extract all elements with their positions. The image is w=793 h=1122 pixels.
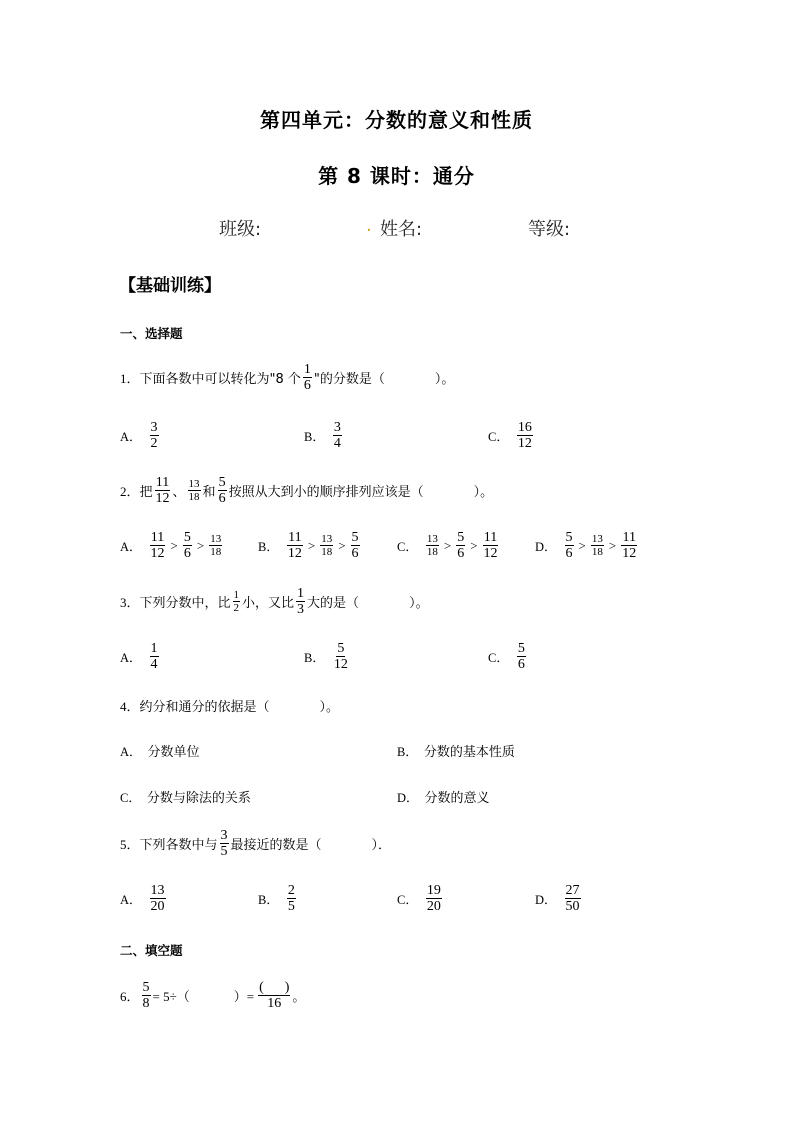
fraction: $\frac{5}{6}$: [351, 530, 359, 561]
fraction: $\frac{11}{12}$: [622, 530, 637, 561]
q3-option-a[interactable]: A． $\frac{1}{4}$: [120, 641, 158, 672]
question-4: 4． 约分和通分的依据是（ ）。: [120, 699, 340, 715]
q-text: 下面各数中可以转化为"8 个: [139, 372, 301, 387]
fraction: $\frac{5}{6}$: [457, 530, 465, 561]
fraction: $\frac{13}{18}$: [591, 533, 603, 558]
question-1: 1． 下面各数中可以转化为"8 个 $\frac{1}{6}$ "的分数是（ ）。: [120, 362, 455, 393]
fraction: $\frac{2}{5}$: [287, 883, 295, 914]
fraction: $\frac{11}{12}$: [483, 530, 498, 561]
question-5: 5． 下列各数中与 $\frac{3}{5}$ 最接近的数是（ ）．: [120, 828, 392, 859]
unit-title: 第四单元：分数的意义和性质: [260, 108, 533, 132]
fraction: $\frac{1}{2}$: [233, 589, 240, 614]
q-text: "的分数是（: [313, 372, 385, 387]
lesson-title: 第 8 课时：通分: [318, 164, 475, 188]
dot-mark: .: [366, 215, 372, 236]
q4-option-d[interactable]: D． 分数的意义: [397, 790, 490, 806]
fraction: $\frac{5}{6}$: [565, 530, 573, 561]
question-3: 3． 下列分数中，比 $\frac{1}{2}$ 小，又比 $\frac{1}{3}$ 大的是（ ）。: [120, 586, 429, 617]
question-6: 6． $\frac{5}{8}$ = 5÷（ ）= $\frac{( )}{16}$ 。: [120, 980, 306, 1011]
part2-title: 二、填空题: [120, 943, 183, 958]
fraction: $\frac{1}{4}$: [150, 641, 158, 672]
fraction: $\frac{11}{12}$: [155, 475, 170, 506]
q5-option-b[interactable]: B． $\frac{2}{5}$: [258, 883, 295, 914]
q2-option-b[interactable]: B． $\frac{11}{12}$ > $\frac{13}{18}$ > $\frac{5}{6}$: [258, 530, 359, 561]
q5-option-a[interactable]: A． $\frac{13}{20}$: [120, 883, 165, 914]
grade-label: 等级:: [528, 219, 571, 240]
fraction: $\frac{13}{18}$: [426, 533, 438, 558]
class-label: 班级:: [219, 219, 262, 240]
q4-option-b[interactable]: B． 分数的基本性质: [397, 744, 515, 760]
q2-option-d[interactable]: D． $\frac{5}{6}$ > $\frac{13}{18}$ > $\frac{11}{12}$: [535, 530, 637, 561]
fraction: $\frac{11}{12}$: [287, 530, 302, 561]
q2-option-a[interactable]: A． $\frac{11}{12}$ > $\frac{5}{6}$ > $\frac{13}{18}$: [120, 530, 222, 561]
q4-option-c[interactable]: C． 分数与除法的关系: [120, 790, 251, 806]
q3-option-c[interactable]: C． $\frac{5}{6}$: [488, 641, 525, 672]
fraction: $\frac{1}{6}$: [303, 362, 311, 393]
fraction: $\frac{3}{5}$: [220, 828, 228, 859]
q2-option-c[interactable]: C． $\frac{13}{18}$ > $\frac{5}{6}$ > $\frac{11}{12}$: [397, 530, 498, 561]
fraction: $\frac{5}{12}$: [333, 641, 348, 672]
part1-title: 一、选择题: [120, 326, 183, 341]
q3-option-b[interactable]: B． $\frac{5}{12}$: [304, 641, 348, 672]
question-2: 2． 把 $\frac{11}{12}$ 、 $\frac{13}{18}$ 和 $\frac{5}{6}$ 按照从大到小的顺序排列应该是（ ）。: [120, 475, 494, 506]
fraction: $\frac{16}{12}$: [517, 420, 532, 451]
fraction: $\frac{13}{18}$: [188, 478, 200, 503]
fraction: $\frac{1}{3}$: [297, 586, 305, 617]
fraction: $\frac{27}{50}$: [565, 883, 580, 914]
fraction: $\frac{19}{20}$: [426, 883, 441, 914]
q1-option-a[interactable]: A． $\frac{3}{2}$: [120, 420, 158, 451]
q1-option-c[interactable]: C． $\frac{16}{12}$: [488, 420, 532, 451]
q1-option-b[interactable]: B． $\frac{3}{4}$: [304, 420, 341, 451]
fraction: $\frac{11}{12}$: [150, 530, 165, 561]
fraction: $\frac{5}{8}$: [142, 980, 150, 1011]
name-label: 姓名:: [380, 219, 423, 240]
fraction-blank[interactable]: $\frac{( )}{16}$: [259, 980, 290, 1011]
fraction: $\frac{3}{4}$: [333, 420, 341, 451]
fraction: $\frac{13}{20}$: [150, 883, 165, 914]
q5-option-c[interactable]: C． $\frac{19}{20}$: [397, 883, 441, 914]
fraction: $\frac{5}{6}$: [517, 641, 525, 672]
fraction: $\frac{5}{6}$: [218, 475, 226, 506]
fraction: $\frac{3}{2}$: [150, 420, 158, 451]
fraction: $\frac{13}{18}$: [210, 533, 222, 558]
q4-option-a[interactable]: A． 分数单位: [120, 744, 200, 760]
q5-option-d[interactable]: D． $\frac{27}{50}$: [535, 883, 580, 914]
section-title: 【基础训练】: [119, 276, 221, 296]
fraction: $\frac{13}{18}$: [321, 533, 333, 558]
q-number: 1．: [120, 371, 140, 386]
fraction: $\frac{5}{6}$: [183, 530, 191, 561]
